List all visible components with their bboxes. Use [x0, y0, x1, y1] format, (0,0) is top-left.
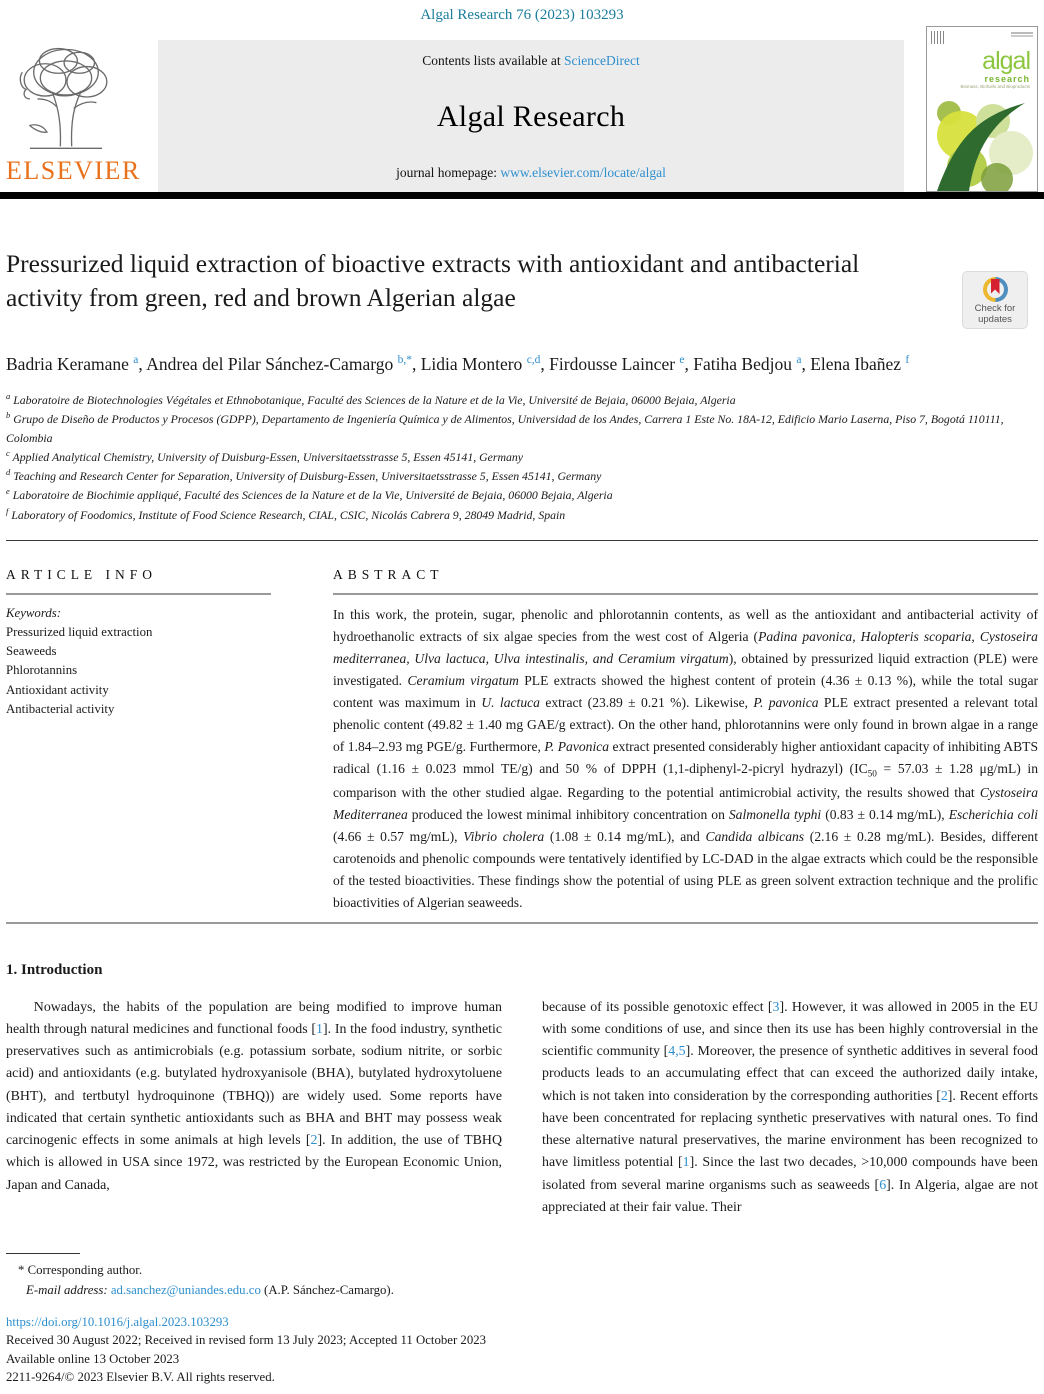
author: Badria Keramane $^a$, — [6, 354, 147, 374]
inline-link[interactable]: 4,5 — [668, 1044, 686, 1060]
doi-link[interactable]: https://doi.org/10.1016/j.algal.2023.103293 — [6, 1314, 229, 1329]
affiliation: $^d$ Teaching and Research Center for Separation, University of Duisburg-Essen, Universitaetsstrasse 5, Essen 45141, Germany — [6, 467, 602, 484]
elsevier-wordmark: ELSEVIER — [6, 156, 141, 185]
inline-link[interactable]: 1 — [682, 1155, 690, 1171]
author: Lidia Montero $^{c,d}$, — [420, 354, 550, 374]
keyword: Seaweeds — [6, 644, 57, 659]
keyword: Pressurized liquid extraction — [6, 624, 153, 639]
affiliation: $^e$ Laboratoire de Biochimie appliqué, Faculté des Sciences de la Nature et de la Vie, Université de Bejaia, 06000 Bejaia, Algeria — [6, 486, 613, 503]
introduction-right-column: because of its possible genotoxic effect [3]. However, it was allowed in 2005 in the EU with some conditions of use, and since then its use has been highly controversial in the scientific community [4,5]. Moreover, the presence of synthetic additives in several food products leads to an accumulating effect that can exceed the authorized daily intake, which is not taken into consideration by the corresponding authorities [2]. Recent efforts have been concentrated for replacing synthetic preservatives with natural ones. To find these alternative natural preservatives, the marine environment has been recognized to have limitless potential [1]. Since the last two decades, >10,000 compounds have been isolated from several marine organisms such as seaweeds [6]. In Algeria, algae are not appreciated at their fair value. Their — [542, 999, 1038, 1215]
article-title: Pressurized liquid extraction of bioactive extracts with antioxidant and antibacterial activity from green, red and brown Algerian algae — [6, 249, 860, 313]
affiliation: $^c$ Applied Analytical Chemistry, University of Duisburg-Essen, Universitaetsstrasse 5, Essen 45141, Germany — [6, 447, 524, 464]
keyword: Antibacterial activity — [6, 701, 115, 716]
keywords-block — [6, 604, 271, 719]
inline-link[interactable]: ad.sanchez@uniandes.edu.co — [110, 1282, 261, 1297]
inline-link[interactable]: 2 — [310, 1133, 318, 1149]
author: Fatiha Bedjou $^a$, — [693, 354, 811, 374]
corresponding-author-note: * Corresponding author. — [18, 1263, 143, 1278]
author: Firdousse Laincer $^e$, — [549, 354, 694, 374]
article-info-heading: ARTICLE INFO — [6, 566, 158, 582]
homepage-link[interactable]: www.elsevier.com/locate/algal — [500, 165, 666, 180]
available-online: Available online 13 October 2023 — [6, 1351, 180, 1366]
author: Elena Ibañez $^f$ — [810, 354, 910, 374]
introduction-left-column: Nowadays, the habits of the population are being modified to improve human health through natural medicines and functional foods [1]. In the food industry, synthetic preservatives such as antimicrobials (e.g. potassium sorbate, sodium nitrite, or sorbic acid) and antioxidants (e.g. butylated hydroxyanisole (BHA), butylated hydroxytoluene (BHT), and tertbutyl hydroquinone (TBHQ)) are widely used. Some reports have indicated that certain synthetic antioxidants such as BHA and BHT may possess weak carcinogenic effects in some animals at high levels [2]. In addition, the use of TBHQ which is allowed in USA since 1972, was restricted by the European Economic Union, Japan and Canada, — [6, 999, 502, 1193]
footnote-rule — [6, 1253, 80, 1254]
journal-reference: Algal Research 76 (2023) 103293 — [420, 7, 624, 23]
affiliation: $^b$ Grupo de Diseño de Productos y Procesos (GDPP), Departamento de Ingeniería Química y de Alimentos, Universidad de los Andes, Carrera 1 Este No. 18A-12, Edificio Mario Laserna, Piso 7, Bogotá 110111, Colombia — [6, 410, 1004, 445]
footer-block — [6, 1313, 1038, 1387]
contents-line: Contents lists available at ScienceDirect — [422, 53, 640, 68]
cover-title: algal — [982, 47, 1030, 75]
cover-subtitle: research — [984, 74, 1030, 84]
received-dates: Received 30 August 2022; Received in revised form 13 July 2023; Accepted 11 October 2023 — [6, 1333, 487, 1348]
journal-cover-thumbnail[interactable] — [926, 26, 1038, 192]
header-divider-bar — [0, 192, 1044, 199]
journal-header — [6, 40, 1038, 192]
cover-tagline: Biomass, Biofuels and Bioproducts — [960, 84, 1030, 89]
crossmark-icon — [983, 277, 1008, 302]
check-for-updates-badge[interactable]: Check for updates — [962, 271, 1028, 329]
cover-algae-art — [927, 91, 1038, 191]
cover-barcode-icon — [931, 31, 945, 44]
section-rule — [6, 540, 1038, 541]
affiliation-list — [6, 390, 1038, 524]
introduction-heading: 1. Introduction — [6, 961, 103, 978]
elsevier-logo — [6, 40, 156, 192]
author-list — [6, 351, 986, 377]
inline-link[interactable]: 1 — [316, 1021, 323, 1037]
article-info-column — [6, 567, 271, 914]
inline-link[interactable]: 3 — [772, 999, 780, 1015]
email-note: E-mail address: ad.sanchez@uniandes.edu.co (A.P. Sánchez-Camargo). — [26, 1282, 394, 1297]
keyword: Antioxidant activity — [6, 682, 109, 697]
affiliation: $^f$ Laboratory of Foodomics, Institute of Food Science Research, CIAL, CSIC, Nicolás Cabrera 9, 28049 Madrid, Spain — [6, 505, 566, 522]
keywords-label: Keywords: — [6, 605, 61, 620]
introduction-body — [6, 997, 1038, 1220]
abstract-heading: ABSTRACT — [333, 566, 444, 582]
sciencedirect-link[interactable]: ScienceDirect — [564, 53, 640, 68]
journal-title: Algal Research — [436, 100, 626, 133]
abstract-bottom-rule — [6, 922, 1038, 924]
copyright-line: 2211-9264/© 2023 Elsevier B.V. All rights reserved. — [6, 1370, 275, 1385]
elsevier-tree-icon — [8, 40, 124, 154]
inline-link[interactable]: 2 — [940, 1088, 948, 1104]
inline-link[interactable]: 6 — [879, 1177, 887, 1193]
journal-banner — [158, 40, 904, 192]
cover-issue-marks — [1011, 32, 1033, 34]
homepage-line: journal homepage: www.elsevier.com/locate/algal — [396, 165, 666, 180]
footnote-block — [6, 1253, 1038, 1301]
author: Andrea del Pilar Sánchez-Camargo $^{b,*}$, — [146, 354, 421, 374]
keyword: Phlorotannins — [6, 663, 78, 678]
abstract-text: In this work, the protein, sugar, phenolic and phlorotannin contents, as well as the antioxidant and antibacterial activity of hydroethanolic extracts of six algae species from the west cost of Algeria (Padina pavonica, Halopteris scoparia, Cystoseira mediterranea, Ulva lactuca, Ulva intestinalis, and Ceramium virgatum), obtained by pressurized liquid extraction (PLE) were investigated. Ceramium virgatum PLE extracts showed the highest content of protein (4.36 ± 0.13 %), while the total sugar content was maximum in U. lactuca extract (23.89 ± 0.21 %). Likewise, P. pavonica PLE extract presented a relevant total phenolic content (49.82 ± 1.40 mg GAE/g extract). On the other hand, phlorotannins were only found in brown algae in a range of 1.84–2.93 mg PGE/g. Furthermore, P. Pavonica extract presented considerably higher antioxidant capacity of inhibiting ABTS radical (1.16 ± 0.023 mmol TE/g) and 50 % of DPPH (1,1-diphenyl-2-picryl hydrazyl) ($IC_{50} = 57.03 \pm 1.28$ μg/mL) in comparison with the other studied algae. Regarding to the potential antimicrobial activity, the results showed that Cystoseira Mediterranea produced the lowest minimal inhibitory concentration on Salmonella typhi (0.83 ± 0.14 mg/mL), Escherichia coli (4.66 ± 0.57 mg/mL), Vibrio cholera (1.08 ± 0.14 mg/mL), and Candida albicans (2.16 ± 0.28 mg/mL). Besides, different carotenoids and phenolic compounds were tentatively identified by LC-DAD in the algae extracts which could be the responsible of the tested bioactivities. These findings show the potential of using PLE as green solvent extraction technique and the prolific bioactivities of Algerian seaweeds. — [333, 606, 1039, 910]
affiliation: $^a$ Laboratoire de Biotechnologies Végétales et Ethnobotanique, Faculté des Sciences de la Nature et de la Vie, Université de Bejaia, 06000 Bejaia, Algeria — [6, 391, 736, 408]
abstract-column — [333, 567, 1038, 914]
